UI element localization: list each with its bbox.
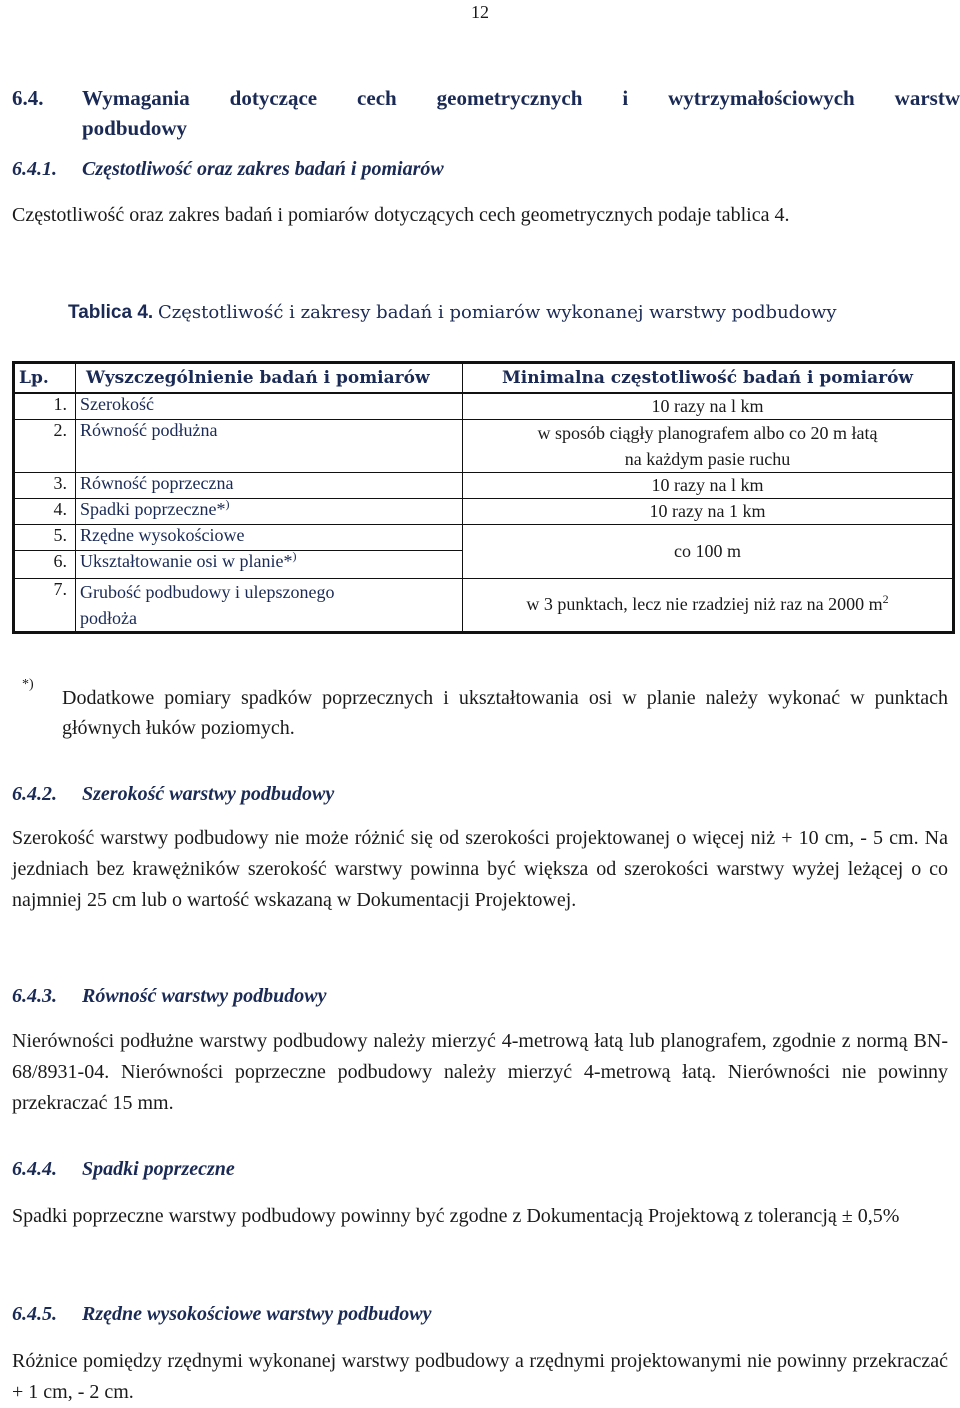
subsection-title: Rzędne wysokościowe warstwy podbudowy: [82, 1303, 432, 1325]
footnote-symbol: *): [22, 677, 34, 692]
superscript: 2: [882, 592, 889, 606]
subsection-number: 6.4.4.: [12, 1158, 57, 1180]
cell-frequency: 10 razy na 1 km: [463, 498, 954, 524]
header-lp: Lp.: [14, 363, 76, 394]
footnote-marker: ): [225, 496, 230, 511]
table-row: [14, 498, 954, 524]
header-frequency: Minimalna częstotliwość badań i pomiarów: [463, 363, 954, 394]
subsection-title: Spadki poprzeczne: [82, 1158, 235, 1180]
cell-lp: 2.: [14, 419, 76, 472]
header-name: Wyszczególnienie badań i pomiarów: [76, 363, 463, 394]
cell-frequency: 10 razy na l km: [463, 472, 954, 498]
cell-frequency: [463, 419, 954, 472]
section-title-line1: Wymagania dotyczące cech geometrycznych i wytrzymałościowych warstw: [82, 86, 960, 110]
cell-name: Rzędne wysokościowe: [76, 524, 463, 550]
footnote-marker: ): [292, 548, 297, 563]
subsection-heading-1: [12, 158, 444, 181]
table-caption: [68, 302, 837, 324]
cell-frequency-line1: w sposób ciągły planografem albo co 20 m łatą: [537, 422, 878, 443]
cell-lp: 7.: [14, 578, 76, 632]
section-title-line2: podbudowy: [82, 116, 188, 140]
table-header-row: [14, 363, 954, 394]
subsection-title: Szerokość warstwy podbudowy: [82, 783, 335, 805]
paragraph-evenness: Nierówności podłużne warstwy podbudowy należy mierzyć 4-metrową łatą lub planografem, zgodnie z normą BN-68/8931-04. Nierówności poprzeczne podbudowy należy mierzyć 4-metrową łatą. Nierówności nie powinny przekraczać 15 mm.: [12, 1030, 948, 1114]
subsection-title: Częstotliwość oraz zakres badań i pomiarów: [82, 158, 444, 180]
paragraph-slopes: Spadki poprzeczne warstwy podbudowy powinny być zgodne z Dokumentacją Projektową z tolerancją ± 0,5%: [12, 1205, 900, 1227]
cell-lp: 4.: [14, 498, 76, 524]
footnote-text: Dodatkowe pomiary spadków poprzecznych i ukształtowania osi w planie należy wykonać w punktach głównych łuków poziomych.: [62, 687, 948, 739]
section-heading: [12, 86, 960, 111]
paragraph-width: Szerokość warstwy podbudowy nie może różnić się od szerokości projektowanej o więcej niż + 10 cm, - 5 cm. Na jezdniach bez krawężników szerokość warstwy powinna być większa od szerokości warstwy wyżej leżącej o co najmniej 25 cm lub o wartość wskazaną w Dokumentacji Projektowej.: [12, 827, 948, 911]
table-row: [14, 472, 954, 498]
cell-name: [76, 498, 463, 524]
subsection-title: Równość warstwy podbudowy: [82, 985, 327, 1007]
subsection-number: 6.4.3.: [12, 985, 57, 1007]
cell-lp: 1.: [14, 393, 76, 419]
section-number: 6.4.: [12, 86, 44, 110]
cell-frequency-line2: na każdym pasie ruchu: [624, 448, 791, 469]
cell-lp: 6.: [14, 550, 76, 578]
cell-lp: 3.: [14, 472, 76, 498]
cell-name: [76, 578, 463, 632]
cell-frequency: [463, 578, 954, 632]
table-row: [14, 524, 954, 550]
table-row: [14, 393, 954, 419]
paragraph-elevations: Różnice pomiędzy rzędnymi wykonanej warstwy podbudowy a rzędnymi projektowanymi nie powinny przekraczać + 1 cm, - 2 cm.: [12, 1350, 948, 1403]
subsection-heading-5: [12, 1303, 431, 1326]
table-row: [14, 578, 954, 632]
cell-name-line1: Grubość podbudowy i ulepszonego: [80, 581, 335, 602]
subsection-number: 6.4.2.: [12, 783, 57, 805]
cell-name-text: Spadki poprzeczne*: [80, 498, 226, 519]
cell-name: Równość poprzeczna: [76, 472, 463, 498]
cell-name: Szerokość: [76, 393, 463, 419]
cell-name: [76, 550, 463, 578]
subsection-heading-3: [12, 985, 326, 1008]
subsection-heading-4: [12, 1158, 235, 1181]
specification-table: [12, 361, 955, 634]
subsection-heading-2: [12, 783, 334, 806]
cell-name-line2: podłoża: [80, 607, 137, 628]
subsection-number: 6.4.1.: [12, 158, 57, 180]
cell-name: Równość podłużna: [76, 419, 463, 472]
cell-lp: 5.: [14, 524, 76, 550]
subsection-number: 6.4.5.: [12, 1303, 57, 1325]
paragraph-intro: Częstotliwość oraz zakres badań i pomiarów dotyczących cech geometrycznych podaje tablica 4.: [12, 204, 790, 226]
table-caption-label: Tablica 4.: [68, 302, 154, 323]
table-row: [14, 419, 954, 472]
table-caption-text: Częstotliwość i zakresy badań i pomiarów wykonanej warstwy podbudowy: [157, 302, 837, 323]
cell-frequency-text: w 3 punktach, lecz nie rzadziej niż raz na 2000 m: [526, 594, 883, 614]
cell-name-text: Ukształtowanie osi w planie*: [80, 550, 293, 571]
cell-frequency-shared: co 100 m: [463, 524, 954, 578]
page-number: 12: [471, 2, 489, 22]
cell-frequency: 10 razy na l km: [463, 393, 954, 419]
